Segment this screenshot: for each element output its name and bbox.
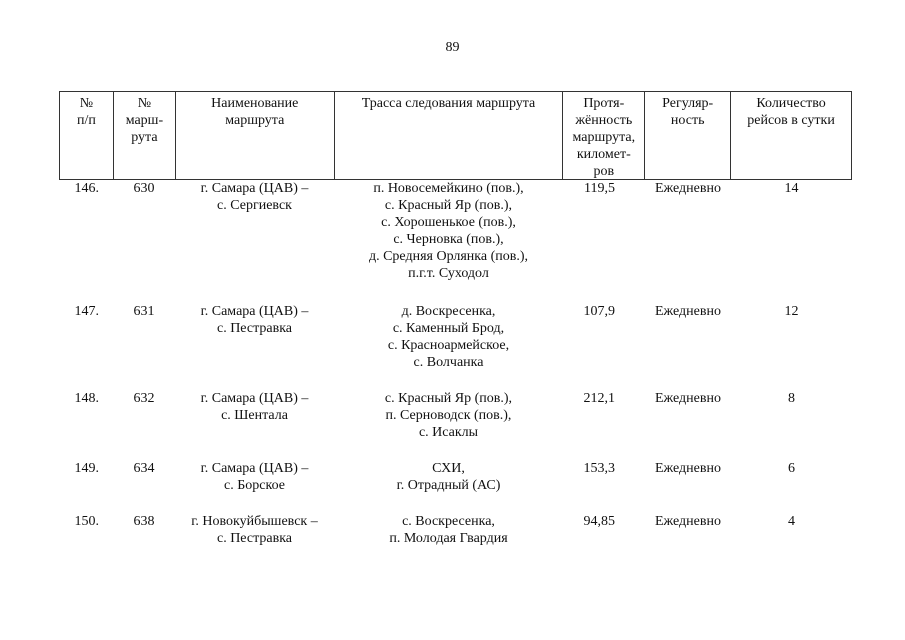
table-row	[59, 303, 852, 390]
route-name: г. Самара (ЦАВ) – с. Пестравка	[200, 304, 309, 336]
route-path: п. Новосемейкино (пов.), с. Красный Яр (пов.), с. Хорошенькое (пов.), с. Черновка (пов.), д. Средняя Орлянка (пов.), п.г.т. Суходол	[368, 181, 529, 281]
regularity: Ежедневно	[654, 391, 721, 406]
trips-per-day: 14	[784, 181, 799, 196]
route-length: 212,1	[583, 391, 615, 406]
header-row-number: № п/п	[60, 92, 114, 179]
table-row	[59, 513, 852, 553]
route-number: 631	[133, 304, 155, 319]
route-name: г. Самара (ЦАВ) – с. Сергиевск	[200, 181, 309, 213]
header-regularity: Регуляр- ность	[645, 92, 731, 179]
trips-per-day: 12	[784, 304, 799, 319]
header-route-number: № марш- рута	[114, 92, 176, 179]
routes-table	[59, 91, 852, 553]
trips-per-day: 8	[788, 391, 795, 406]
table-header	[59, 91, 852, 180]
route-path: с. Красный Яр (пов.), п. Серноводск (пов.), с. Исаклы	[384, 391, 513, 440]
route-path: с. Воскресенка, п. Молодая Гвардия	[389, 514, 508, 546]
route-number: 638	[133, 514, 155, 529]
row-number: 149.	[74, 461, 99, 476]
regularity: Ежедневно	[654, 461, 721, 476]
header-route-path: Трасса следования маршрута	[335, 92, 564, 179]
route-name: г. Самара (ЦАВ) – с. Борское	[200, 461, 309, 493]
route-path: СХИ, г. Отрадный (АС)	[396, 461, 501, 493]
regularity: Ежедневно	[654, 514, 721, 529]
table-row	[59, 460, 852, 513]
route-length: 94,85	[583, 514, 615, 529]
route-number: 632	[133, 391, 155, 406]
trips-per-day: 6	[788, 461, 795, 476]
route-name: г. Новокуйбышевск – с. Пестравка	[191, 514, 318, 546]
page-number: 89	[445, 40, 460, 55]
row-number: 146.	[74, 181, 99, 196]
regularity: Ежедневно	[654, 304, 721, 319]
regularity: Ежедневно	[654, 181, 721, 196]
route-length: 153,3	[583, 461, 615, 476]
row-number: 147.	[74, 304, 99, 319]
header-route-name: Наименование маршрута	[176, 92, 335, 179]
route-path: д. Воскресенка, с. Каменный Брод, с. Красноармейское, с. Волчанка	[387, 304, 510, 370]
route-number: 634	[133, 461, 155, 476]
route-length: 107,9	[583, 304, 615, 319]
row-number: 148.	[74, 391, 99, 406]
route-name: г. Самара (ЦАВ) – с. Шентала	[200, 391, 309, 423]
trips-per-day: 4	[788, 514, 795, 529]
header-route-length: Протя- жённость маршрута, километ- ров	[563, 92, 645, 179]
route-number: 630	[133, 181, 155, 196]
route-length: 119,5	[584, 181, 615, 196]
table-row	[59, 390, 852, 460]
table-row	[59, 180, 852, 303]
row-number: 150.	[74, 514, 99, 529]
header-trips-per-day: Количество рейсов в сутки	[731, 92, 852, 179]
